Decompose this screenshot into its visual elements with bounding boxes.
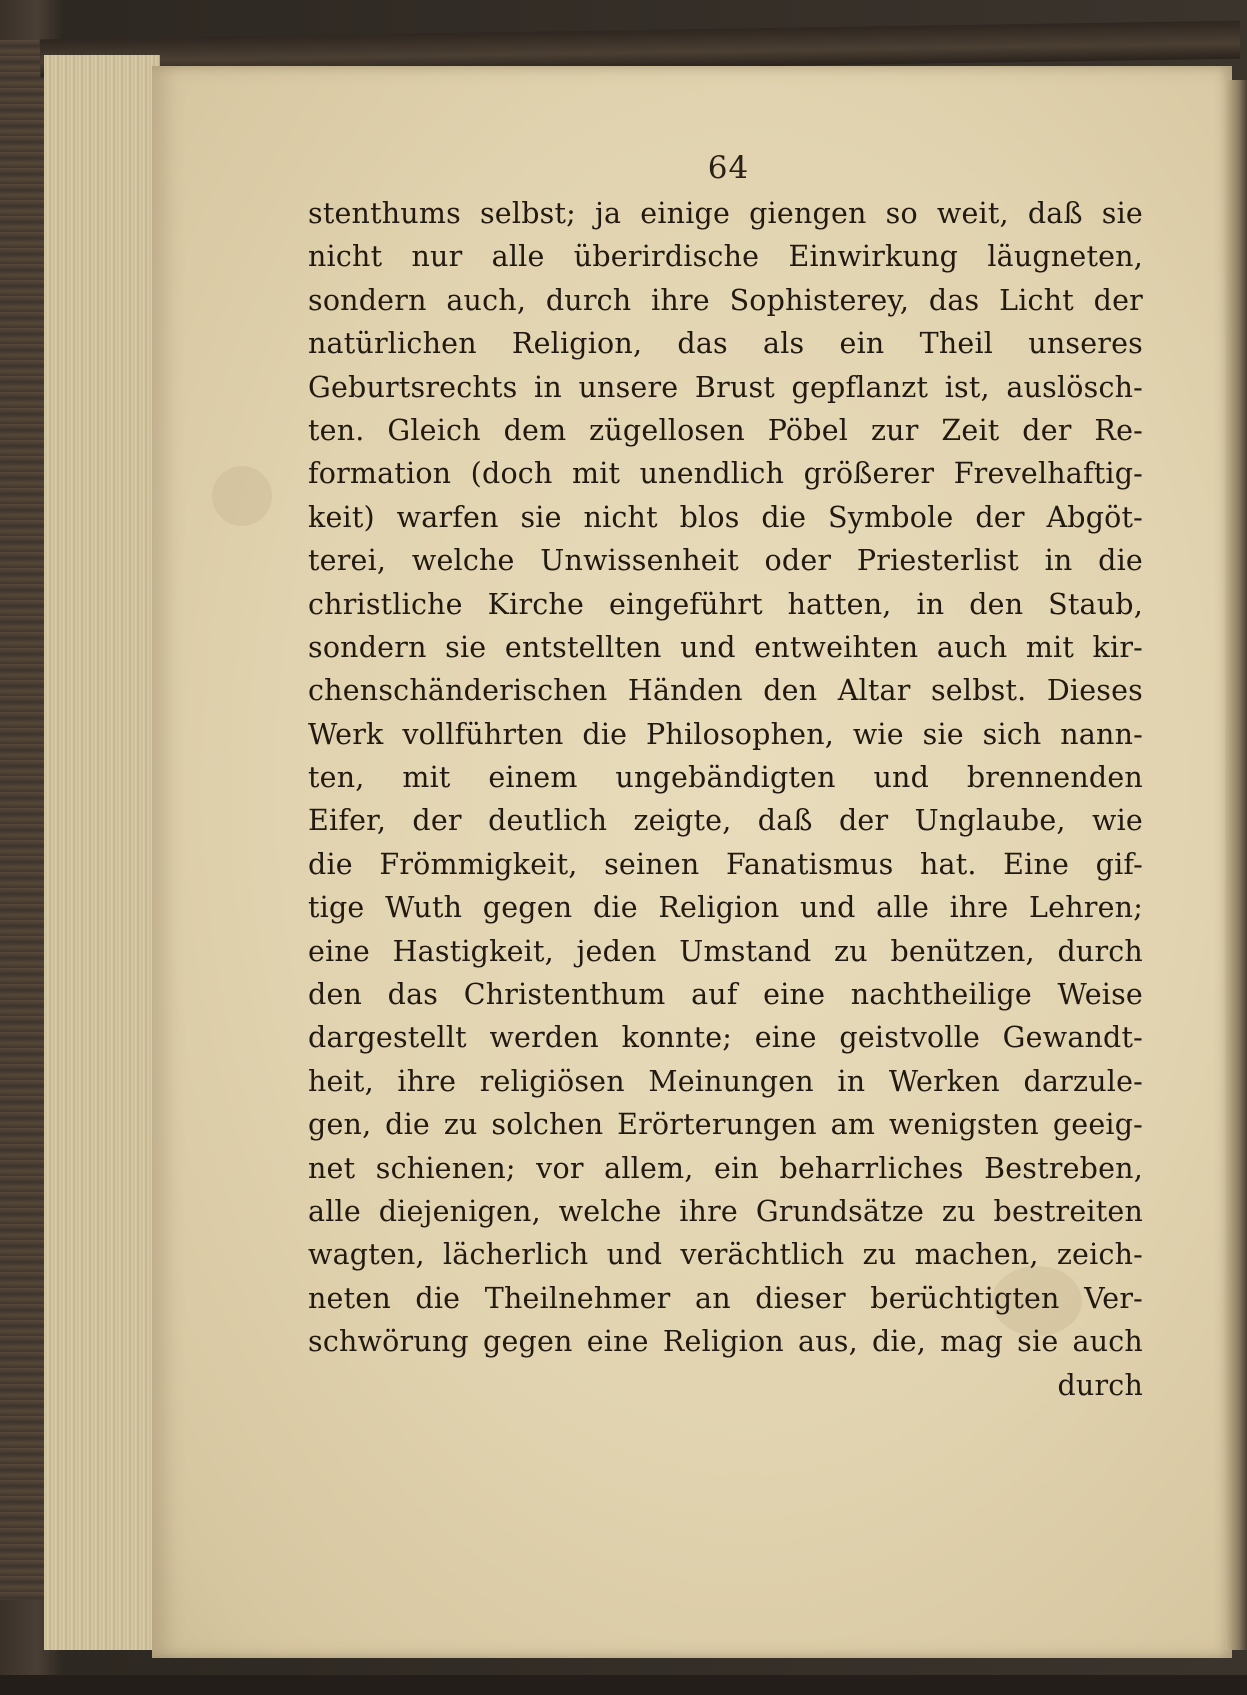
- text-line: den das Christenthum auf eine nachtheilige Weise: [308, 978, 1143, 1012]
- text-line: christliche Kirche eingeführt hatten, in den Staub,: [308, 587, 1143, 621]
- text-line: natürlichen Religion, das als ein Theil unseres: [308, 327, 1143, 361]
- text-line: alle diejenigen, welche ihre Grundsätze zu bestreiten: [308, 1194, 1143, 1228]
- text-line: wagten, lächerlich und verächtlich zu machen, zeich-: [308, 1238, 1143, 1272]
- catchword: durch: [1057, 1368, 1143, 1402]
- text-line: dargestellt werden konnte; eine geistvolle Gewandt-: [308, 1021, 1143, 1055]
- text-line: sondern sie entstellten und entweihten auch mit kir-: [308, 630, 1143, 664]
- text-line: keit) warfen sie nicht blos die Symbole der Abgöt-: [308, 500, 1143, 534]
- text-line: formation (doch mit unendlich größerer Frevelhaftig-: [308, 457, 1143, 491]
- text-line: terei, welche Unwissenheit oder Priesterlist in die: [308, 544, 1143, 578]
- text-line: net schienen; vor allem, ein beharrliches Bestreben,: [308, 1151, 1143, 1185]
- text-line: sondern auch, durch ihre Sophisterey, das Licht der: [308, 283, 1143, 317]
- text-line: die Frömmigkeit, seinen Fanatismus hat. Eine gif-: [308, 847, 1143, 881]
- page-right-edge: [1225, 80, 1247, 1650]
- text-line: ten, mit einem ungebändigten und brennenden: [308, 761, 1143, 795]
- cover-spine-texture: [0, 40, 48, 1600]
- text-line: chenschänderischen Händen den Altar selbst. Dieses: [308, 674, 1143, 708]
- page-number: 64: [707, 150, 750, 186]
- text-line: stenthums selbst; ja einige giengen so weit, daß sie: [308, 197, 1143, 230]
- text-line: gen, die zu solchen Erörterungen am wenigsten geeig-: [308, 1108, 1143, 1142]
- text-line: ten. Gleich dem zügellosen Pöbel zur Zeit der Re-: [308, 413, 1143, 447]
- paper-stain: [212, 466, 272, 526]
- text-line: eine Hastigkeit, jeden Umstand zu benützen, durch: [308, 934, 1143, 968]
- text-line: schwörung gegen eine Religion aus, die, mag sie auch: [308, 1325, 1143, 1359]
- text-line: Werk vollführten die Philosophen, wie sie sich nann-: [308, 717, 1143, 751]
- text-line: Geburtsrechts in unsere Brust gepflanzt ist, auslösch-: [308, 370, 1143, 404]
- text-line: heit, ihre religiösen Meinungen in Werken darzule-: [308, 1064, 1143, 1098]
- text-line: nicht nur alle überirdische Einwirkung läugneten,: [308, 240, 1143, 274]
- body-text: [308, 192, 1143, 1407]
- page-stack-edges: [44, 55, 160, 1650]
- cover-bottom-edge: [0, 1675, 1247, 1695]
- text-line: Eifer, der deutlich zeigte, daß der Unglaube, wie: [308, 804, 1143, 838]
- text-line: tige Wuth gegen die Religion und alle ihre Lehren;: [308, 891, 1143, 925]
- text-line: neten die Theilnehmer an dieser berüchtigten Ver-: [308, 1281, 1143, 1315]
